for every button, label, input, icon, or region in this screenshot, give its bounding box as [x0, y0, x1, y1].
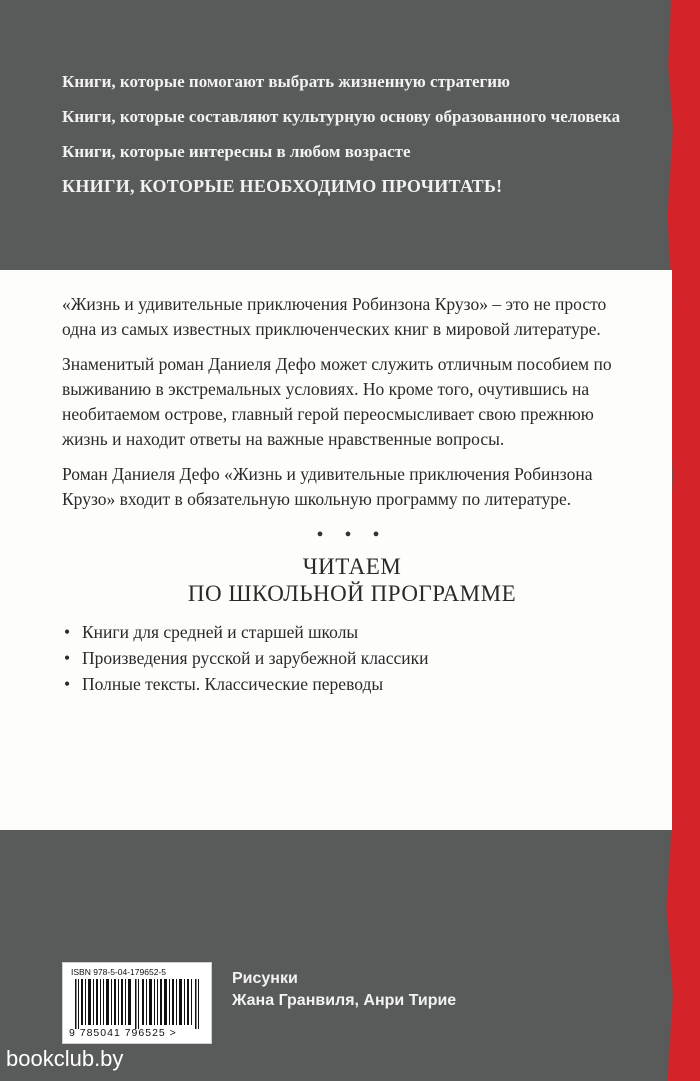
site-watermark: bookclub.by	[6, 1046, 124, 1071]
isbn-text: ISBN 978-5-04-179652-5	[71, 967, 166, 977]
tagline-2: Книги, которые составляют культурную основу образованного человека	[62, 107, 621, 126]
separator-dots: • • •	[316, 524, 388, 546]
credits-label: Рисунки	[232, 970, 298, 987]
description-paragraph-1: «Жизнь и удивительные приключения Робинзона Крузо» – это не просто одна из самых известных приключенческих книг в мировой литературе.	[62, 294, 607, 339]
isbn-barcode	[62, 962, 212, 1044]
illustration-credits	[232, 968, 456, 1012]
barcode-icon	[75, 979, 201, 1029]
tagline-caps: КНИГИ, КОТОРЫЕ НЕОБХОДИМО ПРОЧИТАТЬ!	[62, 176, 503, 196]
series-heading-line-1: ЧИТАЕМ	[302, 554, 402, 579]
credits-names: Жана Гранвиля, Анри Тирие	[232, 992, 457, 1009]
feature-item: • Книги для средней и старшей школы	[62, 619, 642, 645]
series-features-list	[62, 619, 642, 697]
tagline-3: Книги, которые интересны в любом возрасте	[62, 142, 411, 161]
description-paragraph-3: Роман Даниеля Дефо «Жизнь и удивительные приключения Робинзона Крузо» входит в обязательную школьную программу по литературе.	[62, 464, 593, 509]
tagline-1: Книги, которые помогают выбрать жизненную стратегию	[62, 72, 511, 91]
series-heading-line-2: ПО ШКОЛЬНОЙ ПРОГРАММЕ	[187, 581, 517, 606]
feature-item: • Полные тексты. Классические переводы	[62, 671, 642, 697]
top-taglines	[62, 70, 622, 210]
barcode-number: 9 785041 796525 >	[69, 1027, 177, 1039]
description-paragraph-2: Знаменитый роман Даниеля Дефо может служить отличным пособием по выживанию в экстремальных условиях. Но кроме того, очутившись на необитаемом острове, главный герой переосмысливает свою прежнюю жизнь и находит ответы на важные нравственные вопросы.	[62, 354, 612, 449]
feature-item: • Произведения русской и зарубежной классики	[62, 645, 642, 671]
description-panel	[0, 270, 672, 830]
